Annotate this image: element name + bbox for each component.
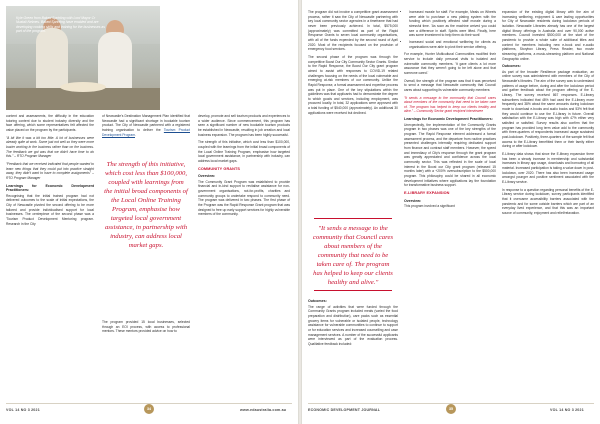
body-paragraph: The strength of this initiative, which cost less than $100,000, coupled with the learnings from the initial broad components of the Local Online Training Program, emphasise how targeted local government assistance, in partnership with industry, can address local market gaps.: [198, 140, 290, 163]
section-subheading: Learnings for Economic Development Practitioners:: [6, 183, 94, 193]
body-paragraph: Overall, the strength of the program was that it was perceived to send a message that Newcastle community that Council cares about supporting its vulnerable community members:: [404, 78, 496, 92]
body-paragraph: [102, 114, 190, 137]
body-paragraph: As part of the broader Resilience package evaluation, an online survey was administered with members of the City of Newcastle's libraries. The aim of the survey was to understand patterns of usage before, during and after the lockdown period and gather feedback about the program offering of the E-Library. The survey received 867 responses. E-Library subscribers indicated that 48% had used the E-Library more frequently and 38% about the same amounts during lockdown mode to download e-books and audio books and 53% felt that they would continue to use the E-Library in future. Overall satisfaction with the E-Library was high with 47% either very satisfied or satisfied. Survey results also confirm that the program has provided long term value add to the community with three-quarters of respondents increased usage sustained post-lockdown. Positively, three-quarters of the sample felt that access to the E-Library benefitted them or their family either during or after lockdown.: [502, 69, 594, 149]
body-paragraph: Unexpectedly, the implementation of the Community Grants program in two phases was one of the key strengths of the program. The Rapid Response element addressed a formal assessment process, and the departure from routine practices presented challenges internally requiring dedicated support from finance and contract staff members. However, the speed and immediacy of City's response through the grant program was greatly appreciated and confidence across the local community sector. This was reflected in the scale of local interest in the Boost our City grant program (released 15 months later) with a +200% oversubscription to the $500,000 program. This philosophy could be shared in all economic development initiatives where applications lay the foundation for transformative business support.: [404, 122, 496, 188]
footer-title: ECONOMIC DEVELOPMENT JOURNAL: [308, 408, 381, 412]
footer-issue: VOL 14 NO 3 2021: [6, 408, 40, 412]
section-subheading: Learnings for Economic Development Practitioners:: [404, 117, 493, 122]
left-column-2: [102, 114, 190, 140]
left-page: [0, 0, 298, 424]
right-column-1-lower: [308, 296, 398, 350]
right-column-1: [308, 10, 398, 118]
quote: "Feedback that we received indicated that people wanted to learn new things that they could put into practice straight away, they didn't want to have to complete assignments" – RTO Program Manager: [6, 161, 94, 180]
bullet-item: • Increased social and emotional wellbeing for clients as organisations were able to pivot their service offering.: [409, 40, 496, 49]
pull-quote: "It sends a message to the community that Council cares about members of the community that need to be taken care of. The program has helped to keep our clients healthy and alive.": [312, 225, 394, 286]
body-paragraph: The Community Grant Program was established to provide financial and in-kind support to revitalise assistance for non-government organisations, not-for-profits, charities and community groups to undertake respond to community need. The program was delivered in two phases. The first phase of the Program was the Rapid Response Grant program that was designed to free up early support services for highly vulnerable members of the community.: [198, 179, 290, 217]
body-text: .: [134, 132, 136, 137]
pull-quote-rule: [314, 218, 392, 219]
body-paragraph: content and assessments, the difficulty in the education tutoring content due to student industry diversity and the face offering, which some representatives felt affected the value placed on the program by the participants.: [6, 114, 94, 132]
body-paragraph: For example, Hunter Multicultural Communities modified their service to include daily personal visits to isolated and vulnerable community members. 'It gave clients a lot more assurance that they weren't going to be left alone and that someone cared.': [404, 52, 496, 75]
footer-issue: VOL 14 NO 3 2021: [550, 408, 584, 412]
body-paragraph: This program involved a significant: [404, 204, 455, 209]
left-column-1: [6, 114, 94, 229]
bullet-list: [404, 10, 496, 49]
right-page: [302, 0, 600, 424]
body-paragraph: Recognising that the initial trained program had not delivered outcomes to the scale of initial expectations, the City of Newcastle pivoted the second offering to be more tailored and provide individualised support for local businesses. The centrepiece of the second phase was a 'Tourism Product Development Mentoring program. Research in the City: [6, 193, 94, 226]
body-paragraph: The program provided 15 local businesses, selected through an EOI process, with access to professional mentors. These mentors provided advice on how to: [102, 320, 190, 334]
left-column-2-lower: [102, 320, 190, 337]
right-column-3: [502, 10, 594, 219]
pull-quote-rule: [314, 290, 392, 291]
body-text: of Newcastle's Destination Management Plan identified that Newcastle had a significant shortage in bookable tourism product. The City of Newcastle partnered with a registered training organisation to deliver the: [102, 114, 190, 132]
section-subheading: Outcomes:: [308, 299, 327, 303]
quote: "A bit like it was a bit too little. A lot of businesses were already quite at work. Some just not well so they were more busier working in the business rather than on the business. The feedback we got was that we didn't have time to do this." – RTO Program Manager: [6, 135, 94, 159]
page-number: 35: [446, 404, 456, 414]
body-paragraph: develop, promote and sell tourism products and experiences to a wider audience. Since commencement, this program has seen a significant number of new bookable tourism products be established in Newcastle, resulting in job creation and local business expansion. The program has been highly successful.: [198, 114, 290, 137]
footer-site[interactable]: www.edaustralia.com.au: [240, 408, 287, 412]
body-paragraph: expansion of the existing digital library with the aim of increasing wellbeing, enjoyment & care lasting opportunities for City of Newcastle residents during lockdown periods of isolation. Newcastle Libraries already has one of the largest digital library offerings in Australia and over 90,000 active members. Council invested $500,000 at the start of the pandemic to provide a whole suite of additional titles and content for members including new e-book and e-audio platforms, Storybox Library, Press Reader, two movie streaming platforms, a music-streaming platform and National Geographic online.: [502, 10, 594, 61]
right-column-2: [404, 10, 496, 212]
body-paragraph: The program did not involve a competitive grant assessment process, rather it saw the City of Newcastle partnering with key local community sector agencies in a timeframe that had never been previously achieved. In total, $575,000 (approximately) was committed as part of the Rapid Response Grants to seven local community organisations, with all of the funds expended by the second round of April 2020. Most of the recipients focused on the provision of emergency food services.: [308, 10, 398, 52]
section-heading: E-LIBRARY EXPANSION: [404, 190, 450, 195]
body-paragraph: E-Library data shows that since the E-library expansion there has been a steady increase in membership and substantial increases in library app usage, downloads and borrowing of all material. Increased participation is taking a value down in post-lockdown, over 2020. There has also been increased usage amongst younger and positive sentiment associated with the E-Library service.: [502, 151, 594, 184]
body-paragraph: In response to a question regarding personal benefits of the E-Library service during lockdown, survey participants identified that it overcame accessibility barriers associated with the pandemic and for some outside barriers which are part of an everyday lived experience, and that this was an important source of community, enjoyment and relief/relaxation.: [502, 187, 594, 215]
section-subheading: Overview:: [198, 174, 216, 179]
body-paragraph: The second phase of the program was through the competitive Boost Our City Community Sector Grants. Similar to the Rapid Response, the Boost Our City grant program aimed to assist with responses to COVID-19 related challenges focusing on the needs of the local vulnerable and emerging at-risk members of our community. Unlike the Rapid Response, a formal assessment and expertise process was put in place. One of the key stipulations within the guidelines was that applicants had to demonstrate the degree to which goods and services, including employment, was procured locally. In total, 32 applications were approved with a total funding of $540,000 (approximately). An additional 30 applications were received but declined.: [308, 54, 398, 115]
section-subheading: Overview:: [404, 198, 422, 203]
quote: "It sends a message to the community that Council cares about members of the community that need to be taken care of. The program has helped to keep our clients healthy and alive." – Community Sector grant recipient interviewee: [404, 95, 496, 114]
photo-caption: Kyle Green from Baked Sprinting with Lord Mayor Cr Nuatali Nelmes. Baked Sprinting have enabled and are developing cooking skills and training for the businesses as part of the program.: [16, 16, 105, 34]
tourism-program-link[interactable]: Tourism Product Development Program: [102, 127, 190, 137]
body-paragraph: The range of activities that were funded through the Community Grants program included meals (varied the food preparation and distribution), care packs such as essential grocery items for vulnerable or isolated people, technology assistance for vulnerable communities to continue to support or for education services and increased counselling and case management services. A number of the successful applicants were interviewed as part of the evaluation process. Qualitative feedback included:: [308, 304, 398, 346]
pull-quote: The strength of this initiative, which cost less than $100,000, coupled with learnings from the initial broad components of the Local Online Training Program, emphasise how targeted local government assistance, in partnership with industry, can address local market gaps.: [104, 161, 188, 249]
bakery-photo: [6, 6, 160, 110]
page-number: 34: [144, 404, 154, 414]
left-column-3: [198, 114, 290, 220]
section-subheading: Outcomes:: [502, 64, 521, 69]
section-heading: COMMUNITY GRANTS: [198, 166, 241, 171]
photo-dough: [60, 82, 106, 92]
bullet-item: • Increased morale for staff. For example, Meals on Wheels were able to purchase a new plating system with the funding which positively affected staff morale during a stressful time. 'As soon as the machine arrived you could see a difference in staff. Spirits were lifted. Finally, here was some investment to help them do their work': [409, 10, 496, 38]
